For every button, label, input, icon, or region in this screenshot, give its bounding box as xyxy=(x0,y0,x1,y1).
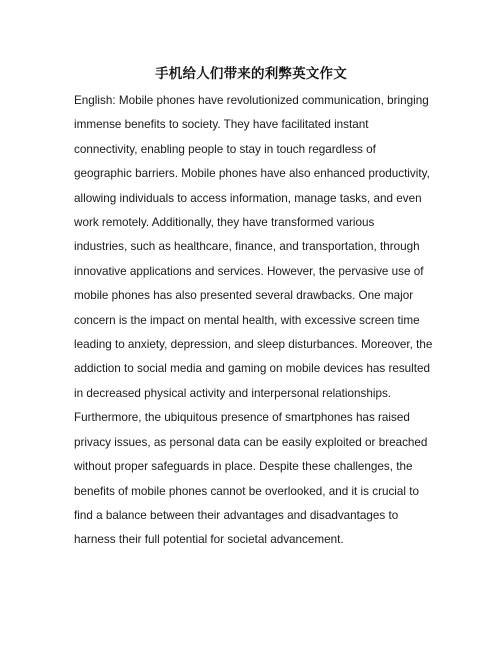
body-line: innovative applications and services. However, the pervasive use of xyxy=(74,264,424,278)
body-line: find a balance between their advantages and disadvantages to xyxy=(74,508,399,522)
document-title: 手机给人们带来的利弊英文作文 xyxy=(155,66,347,82)
body-line: addiction to social media and gaming on mobile devices has resulted xyxy=(74,362,431,376)
body-line: connectivity, enabling people to stay in touch regardless of xyxy=(74,142,376,156)
body-line: leading to anxiety, depression, and sleep disturbances. Moreover, the xyxy=(74,338,433,352)
body-line: harness their full potential for societal advancement. xyxy=(74,533,344,547)
body-line: work remotely. Additionally, they have transformed various xyxy=(74,216,375,230)
body-line: concern is the impact on mental health, with excessive screen time xyxy=(74,313,420,327)
body-line: mobile phones has also presented several drawbacks. One major xyxy=(74,289,414,303)
body-line: geographic barriers. Mobile phones have also enhanced productivity, xyxy=(74,167,430,181)
body-line: industries, such as healthcare, finance, and transportation, through xyxy=(74,240,420,254)
body-line: privacy issues, as personal data can be easily exploited or breached xyxy=(74,435,428,449)
body-line: without proper safeguards in place. Despite these challenges, the xyxy=(74,460,413,474)
body-line: allowing individuals to access information, manage tasks, and even xyxy=(74,191,422,205)
body-line: in decreased physical activity and interpersonal relationships. xyxy=(74,386,392,400)
body-line: English: Mobile phones have revolutionized communication, bringing xyxy=(74,94,429,107)
body-line: benefits of mobile phones cannot be overlooked, and it is crucial to xyxy=(74,484,419,498)
body-line: Furthermore, the ubiquitous presence of smartphones has raised xyxy=(74,411,410,425)
body-line: immense benefits to society. They have facilitated instant xyxy=(74,118,369,132)
document-body xyxy=(74,89,434,553)
